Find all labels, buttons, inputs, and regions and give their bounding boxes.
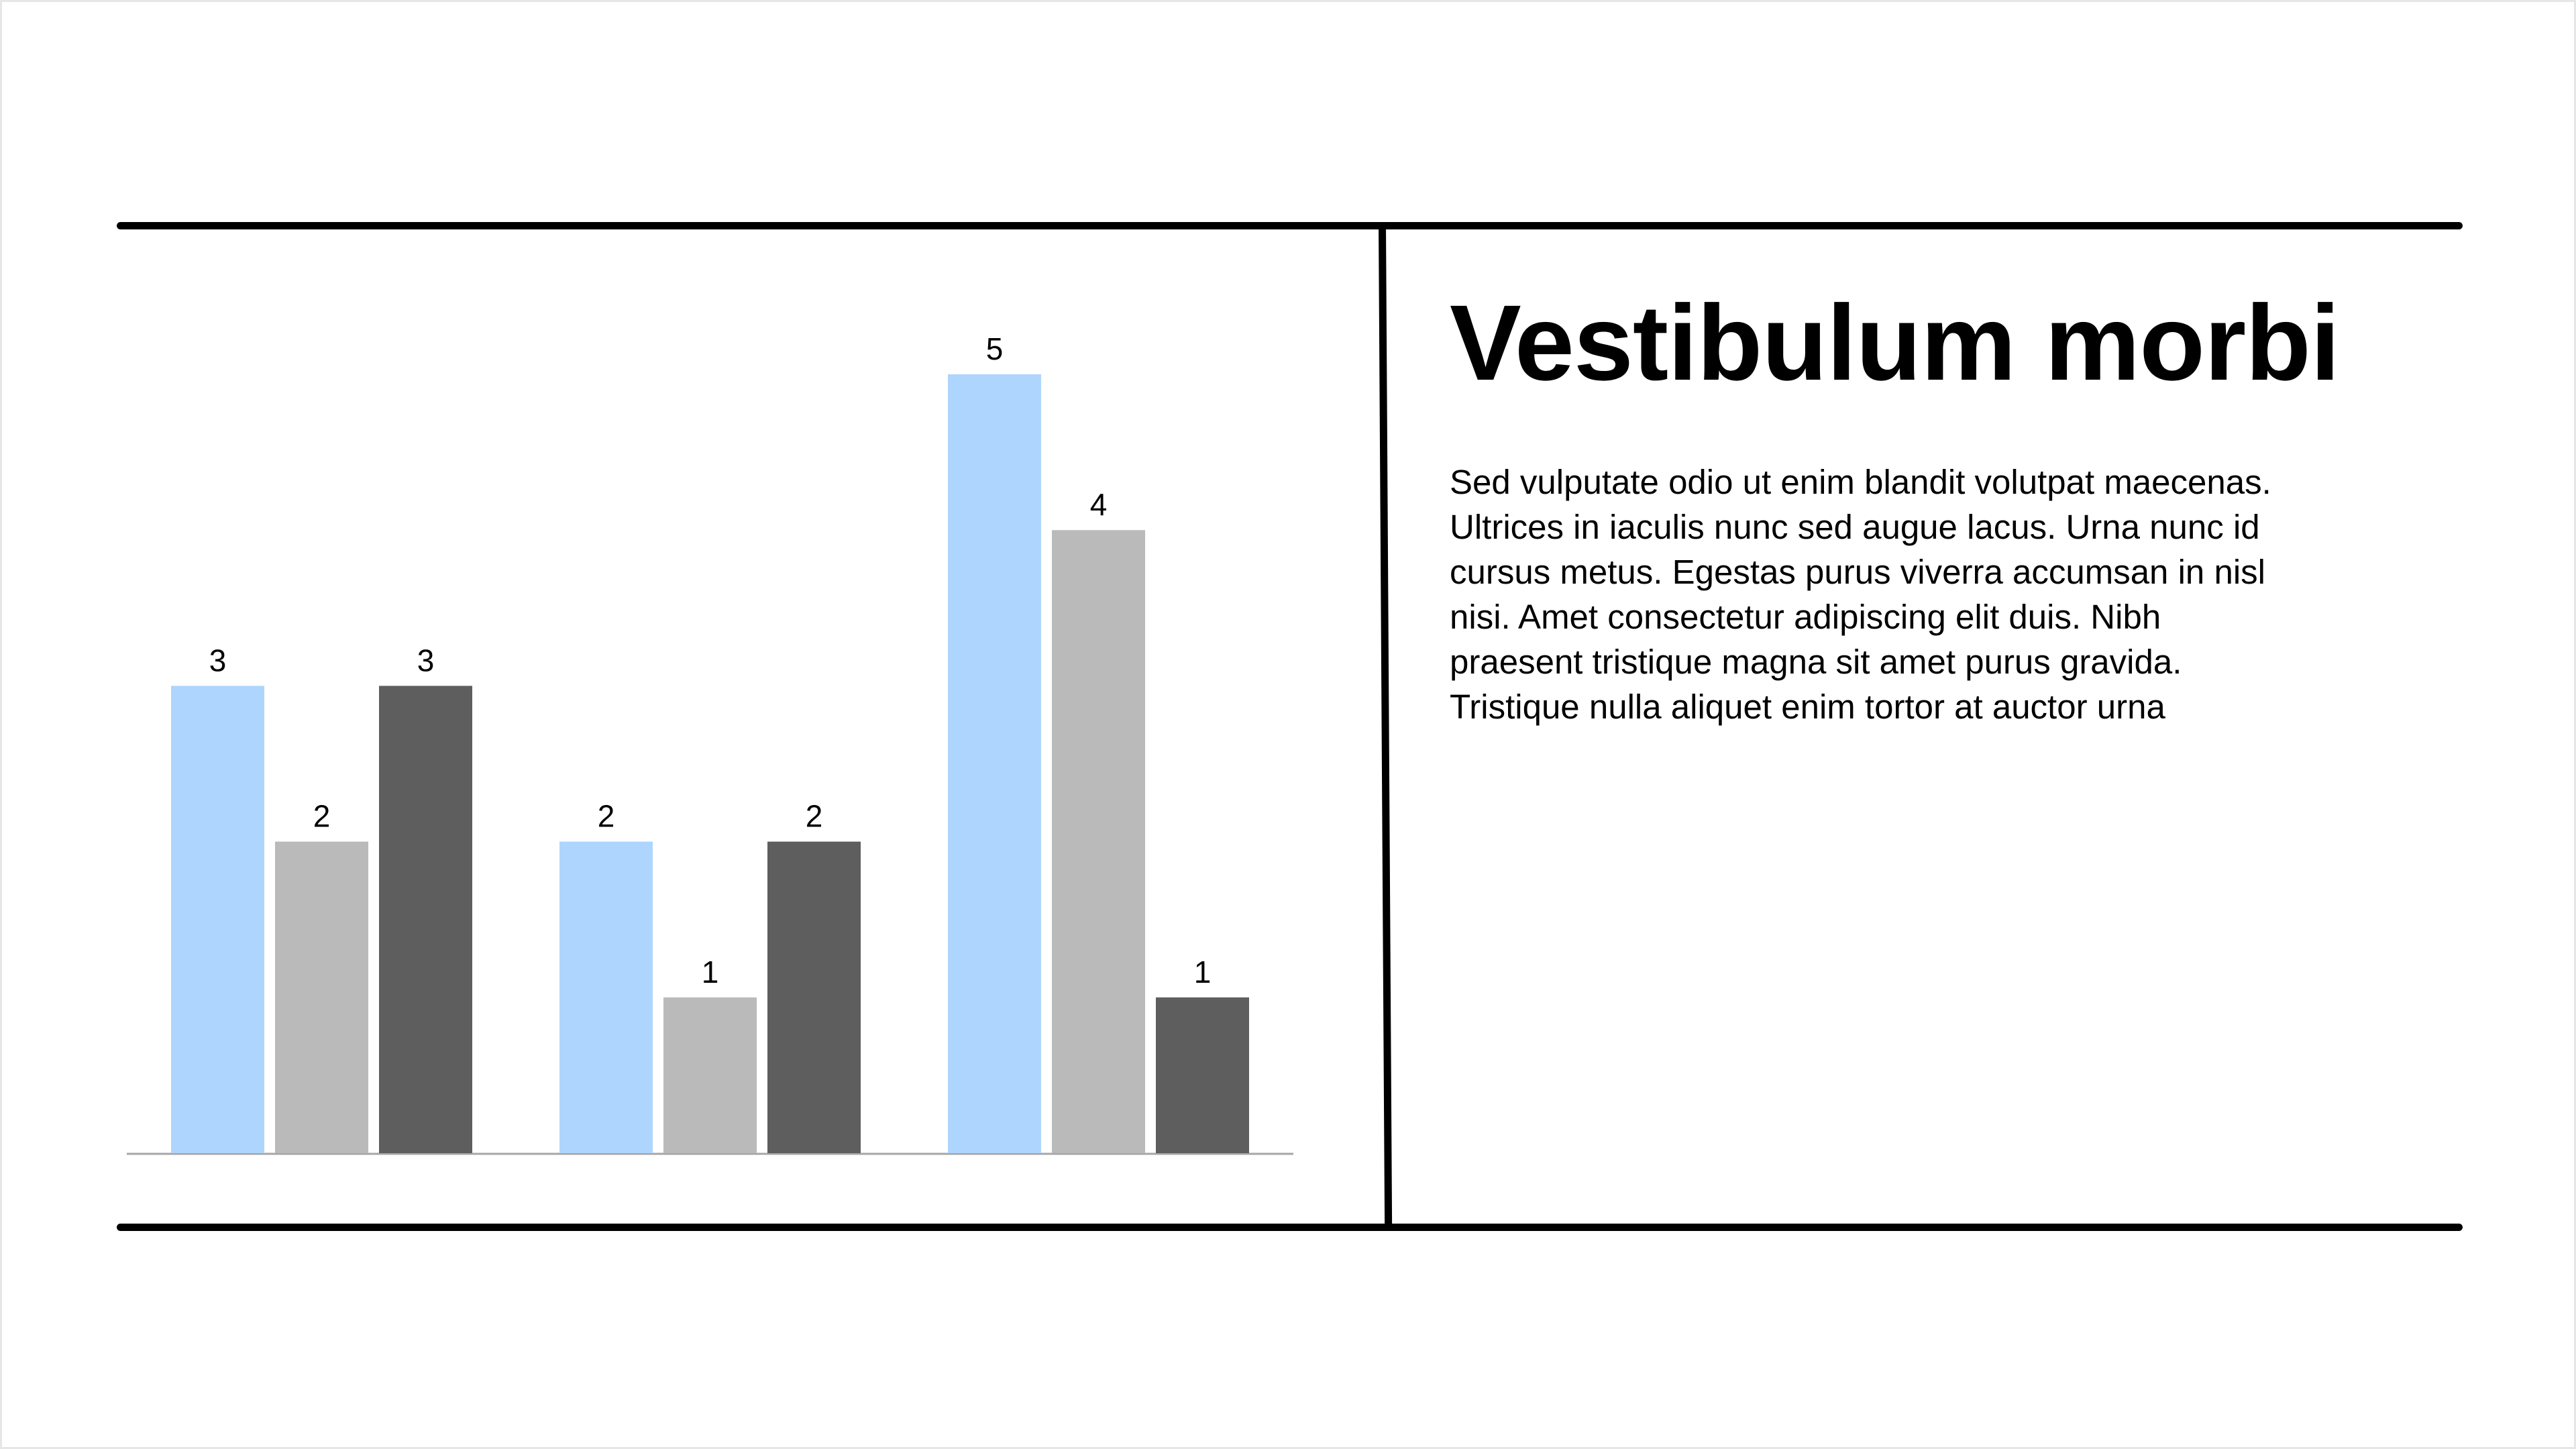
slide-title: Vestibulum morbi bbox=[1450, 282, 2340, 402]
bar-series-3-category-3 bbox=[1156, 998, 1249, 1153]
slide-body-text: Sed vulputate odio ut enim blandit volutpat maecenas. Ultrices in iaculis nunc sed augue lacus. Urna nunc id cursus metus. Egestas purus viverra accumsan in nisl nisi. Amet consectetur adipiscing elit duis. Nibh praesent tristique magna sit amet purus gravida. Tristique nulla aliquet enim tortor at auctor urna bbox=[1450, 463, 2271, 726]
data-label-series-3-category-3: 1 bbox=[1193, 954, 1212, 989]
data-label-series-3-category-1: 3 bbox=[417, 643, 435, 678]
bar-series-2-category-2 bbox=[663, 998, 757, 1153]
bar-series-2-category-1 bbox=[275, 842, 368, 1153]
data-label-series-3-category-2: 2 bbox=[805, 798, 823, 834]
bar-series-3-category-2 bbox=[767, 842, 861, 1153]
bar-series-2-category-3 bbox=[1052, 530, 1145, 1153]
data-label-series-2-category-3: 4 bbox=[1089, 487, 1108, 523]
bar-series-3-category-1 bbox=[379, 686, 472, 1153]
bar-series-1-category-2 bbox=[559, 842, 653, 1153]
data-label-series-2-category-1: 2 bbox=[313, 798, 331, 834]
data-label-series-1-category-3: 5 bbox=[985, 331, 1004, 366]
bar-series-1-category-3 bbox=[948, 374, 1041, 1153]
data-label-series-1-category-2: 2 bbox=[597, 798, 615, 834]
bar-series-1-category-1 bbox=[171, 686, 264, 1153]
data-label-series-1-category-1: 3 bbox=[209, 643, 227, 678]
data-label-series-2-category-2: 1 bbox=[701, 954, 719, 989]
bar-chart bbox=[2, 2, 1384, 1230]
